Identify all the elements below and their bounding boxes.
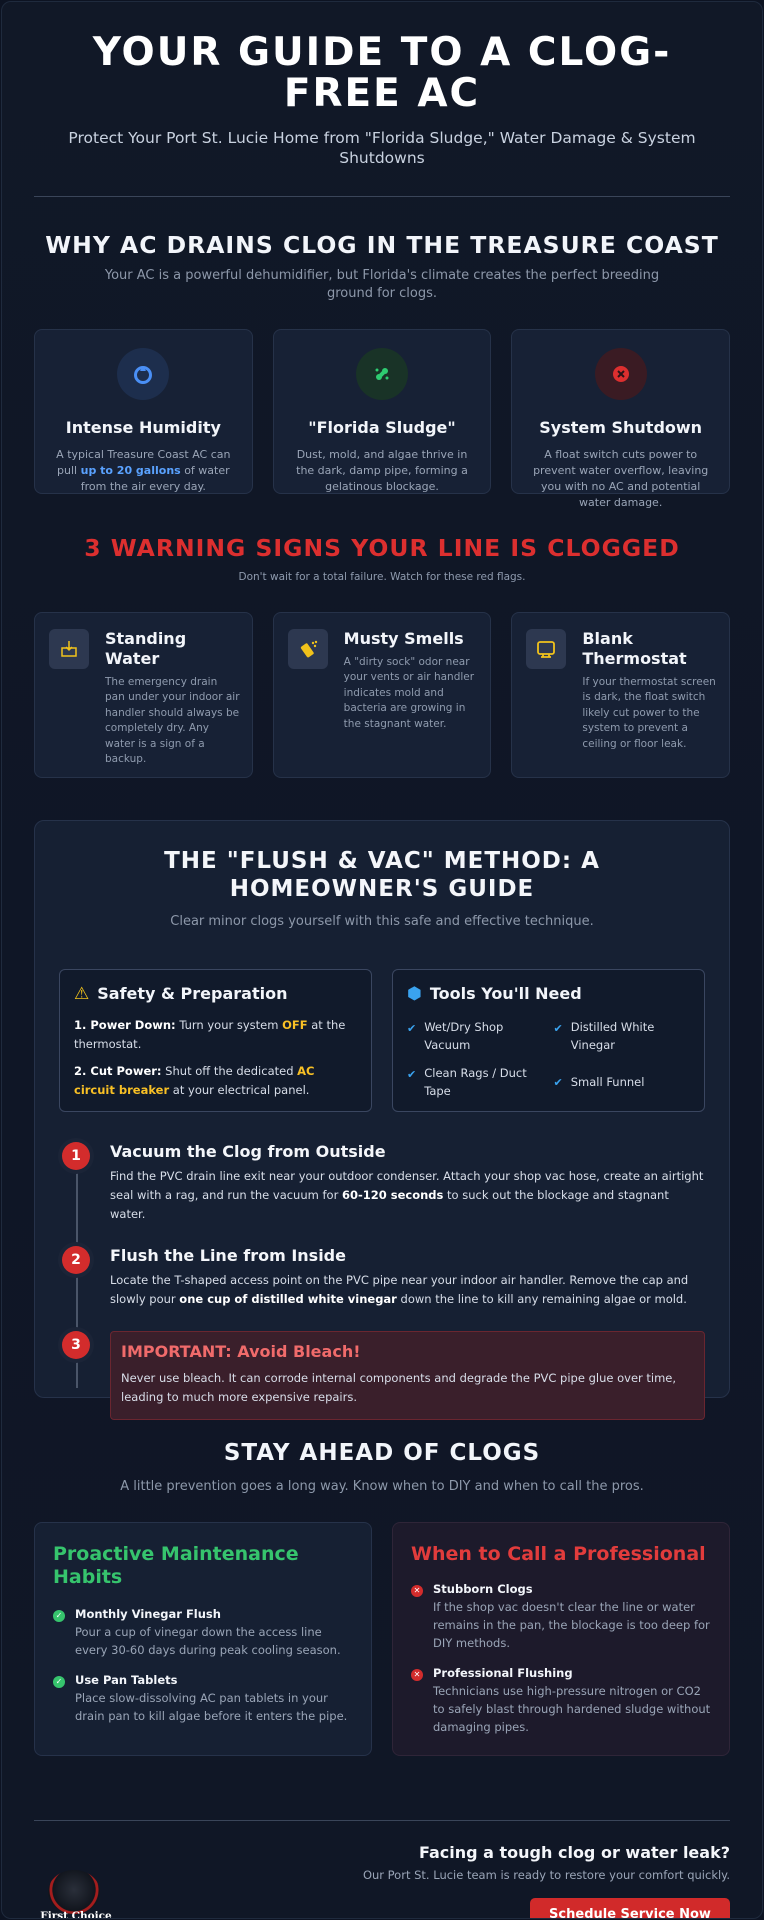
diy-item-title: Use Pan Tablets [75, 1672, 178, 1687]
cta-text: Our Port St. Lucie team is ready to restore your comfort quickly. [362, 1867, 730, 1882]
flush-vac-guide [34, 820, 730, 1404]
x-circle-icon: ✕ [411, 1585, 423, 1597]
warning-card-thermostat [511, 612, 730, 778]
pro-item-title: Stubborn Clogs [433, 1581, 533, 1596]
warning-card-text: If your thermostat screen is dark, the float switch likely cut power to the system to prevent a ceiling or floor leak. [582, 675, 716, 750]
why-title: WHY AC DRAINS CLOG IN THE TREASURE COAST [45, 231, 719, 259]
cta-block [363, 1843, 730, 1920]
spray-icon [288, 629, 328, 669]
footer [34, 1843, 730, 1920]
why-card-text: A typical Treasure Coast AC can pull up to 20 gallons of water from the air every day. [56, 448, 231, 493]
guide-subtitle: Clear minor clogs yourself with this safe and effective technique. [170, 913, 594, 929]
tool-item: ✔ Clean Rags / Duct Tape [407, 1065, 527, 1098]
pro-item-title: Professional Flushing [433, 1665, 573, 1680]
water-drop-icon [117, 348, 169, 400]
bacteria-icon [356, 348, 408, 400]
pro-item [411, 1666, 711, 1736]
diy-item-text: Pour a cup of vinegar down the access line every 30-60 days during peak cooling season. [75, 1624, 341, 1657]
step-text: Never use bleach. It can corrode internal components and degrade the PVC pipe glue over time, leading to much more expensive repairs. [121, 1370, 677, 1404]
cta-title: Facing a tough clog or water leak? [418, 1842, 730, 1862]
why-card-shutdown [511, 329, 730, 509]
thermostat-icon [526, 629, 566, 669]
warning-section [34, 534, 730, 778]
step-number: 3 [62, 1331, 90, 1359]
step-number: 1 [62, 1142, 90, 1170]
warning-card-text: A "dirty sock" odor near your vents or air handler indicates mold and bacteria are growing in the stagnant water. [343, 655, 475, 730]
important-callout [110, 1331, 705, 1420]
stay-title: STAY AHEAD OF CLOGS [223, 1439, 541, 1466]
step-list [59, 1142, 705, 1420]
check-circle-icon: ✔ [553, 1075, 563, 1089]
warning-card-standing-water [34, 612, 253, 778]
why-section [34, 231, 730, 509]
schedule-service-button[interactable]: Schedule Service Now [530, 1898, 730, 1920]
why-card-title: Intense Humidity [65, 418, 221, 437]
diy-item [53, 1673, 353, 1725]
why-card-sludge [273, 329, 492, 494]
warning-card-title: Standing Water [105, 628, 187, 668]
warning-subtitle: Don't wait for a total failure. Watch for these red flags. [238, 571, 526, 583]
diy-item-text: Place slow-dissolving AC pan tablets in your drain pan to kill algae before it enters the pipe. [75, 1690, 348, 1723]
diy-item-title: Monthly Vinegar Flush [75, 1606, 221, 1621]
warning-title: 3 WARNING SIGNS YOUR LINE IS CLOGGED [84, 534, 680, 562]
warning-triangle-icon: ⚠ [74, 983, 90, 1004]
company-logo [34, 1870, 118, 1920]
step-title: IMPORTANT: Avoid Bleach! [121, 1341, 361, 1361]
check-circle-icon: ✔ [553, 1021, 563, 1035]
step-text: Find the PVC drain line exit near your outdoor condenser. Attach your shop vac hose, create an airtight seal with a rag, and run the vacuum for 60-120 seconds to suck out the blockage and stagnant water. [110, 1168, 704, 1221]
tool-item: ✔ Wet/Dry Shop Vacuum [407, 1019, 504, 1052]
why-card-text: A float switch cuts power to prevent water overflow, leaving you with no AC and potential water damage. [533, 448, 709, 509]
pro-item-text: Technicians use high-pressure nitrogen or CO2 to safely blast through hardened sludge without damaging pipes. [433, 1683, 711, 1734]
pro-item [411, 1582, 711, 1652]
warning-card-title: Blank Thermostat [582, 628, 687, 668]
why-card-text: Dust, mold, and algae thrive in the dark, damp pipe, forming a gelatinous blockage. [296, 448, 468, 493]
why-subtitle: Your AC is a powerful dehumidifier, but Florida's climate creates the perfect breeding ground for clogs. [104, 268, 660, 301]
warning-card-musty [273, 612, 492, 778]
check-circle-icon: ✔ [407, 1021, 417, 1035]
pro-item-text: If the shop vac doesn't clear the line or water remains in the pan, the blockage is too deep for DIY methods. [433, 1599, 710, 1650]
diy-maintenance-card [34, 1522, 372, 1756]
stay-subtitle: A little prevention goes a long way. Know when to DIY and when to call the pros. [120, 1478, 644, 1494]
page-subtitle: Protect Your Port St. Lucie Home from "Florida Sludge," Water Damage & System Shutdowns [68, 129, 696, 167]
tool-item: ✔ Distilled White Vinegar [553, 1019, 655, 1052]
x-circle-icon: ✕ [411, 1669, 423, 1681]
divider [34, 1820, 730, 1821]
hero [34, 2, 730, 168]
page-title: YOUR GUIDE TO A CLOG-FREE AC [92, 30, 672, 116]
call-professional-card [392, 1522, 730, 1756]
safety-step-2: 2. Cut Power: Shut off the dedicated AC circuit breaker at your electrical panel. [74, 1063, 315, 1097]
warning-card-text: The emergency drain pan under your indoor air handler should always be completely dry. Any water is a sign of a backup. [105, 675, 240, 765]
step-1 [59, 1142, 705, 1224]
step-2 [59, 1246, 705, 1309]
check-icon: ✓ [53, 1676, 65, 1688]
tools-title: ⬢ Tools You'll Need [407, 983, 582, 1004]
page [1, 1, 763, 1919]
check-icon: ✓ [53, 1610, 65, 1622]
diy-item [53, 1607, 353, 1659]
why-card-title: "Florida Sludge" [308, 418, 456, 437]
safety-step-1: 1. Power Down: Turn your system OFF at the thermostat. [74, 1017, 346, 1051]
hexagon-icon: ⬢ [407, 983, 422, 1004]
tool-item: ✔ Small Funnel [554, 1064, 691, 1100]
guide-title: THE "FLUSH & VAC" METHOD: A HOMEOWNER'S GUIDE [164, 847, 600, 902]
logo-text: First Choice [40, 1909, 112, 1919]
power-off-icon [595, 348, 647, 400]
pro-title: When to Call a Professional [411, 1542, 706, 1565]
safety-box [59, 969, 372, 1112]
logo-emblem [48, 1870, 100, 1914]
step-title: Vacuum the Clog from Outside [110, 1141, 386, 1161]
diy-title: Proactive Maintenance Habits [53, 1542, 299, 1588]
safety-title: ⚠ Safety & Preparation [74, 983, 288, 1004]
step-title: Flush the Line from Inside [110, 1245, 346, 1265]
step-3 [59, 1331, 705, 1420]
why-card-title: System Shutdown [539, 418, 703, 437]
step-number: 2 [62, 1246, 90, 1274]
stay-ahead-section [34, 1440, 730, 1756]
why-card-humidity [34, 329, 253, 494]
step-text: Locate the T-shaped access point on the PVC pipe near your indoor air handler. Remove the cap and slowly pour one cup of distilled white vinegar down the line to kill any remaining algae or mold. [110, 1272, 689, 1306]
warning-card-title: Musty Smells [343, 628, 464, 648]
divider [34, 196, 730, 197]
water-pan-icon [49, 629, 89, 669]
check-circle-icon: ✔ [407, 1067, 417, 1081]
tools-box [392, 969, 705, 1112]
